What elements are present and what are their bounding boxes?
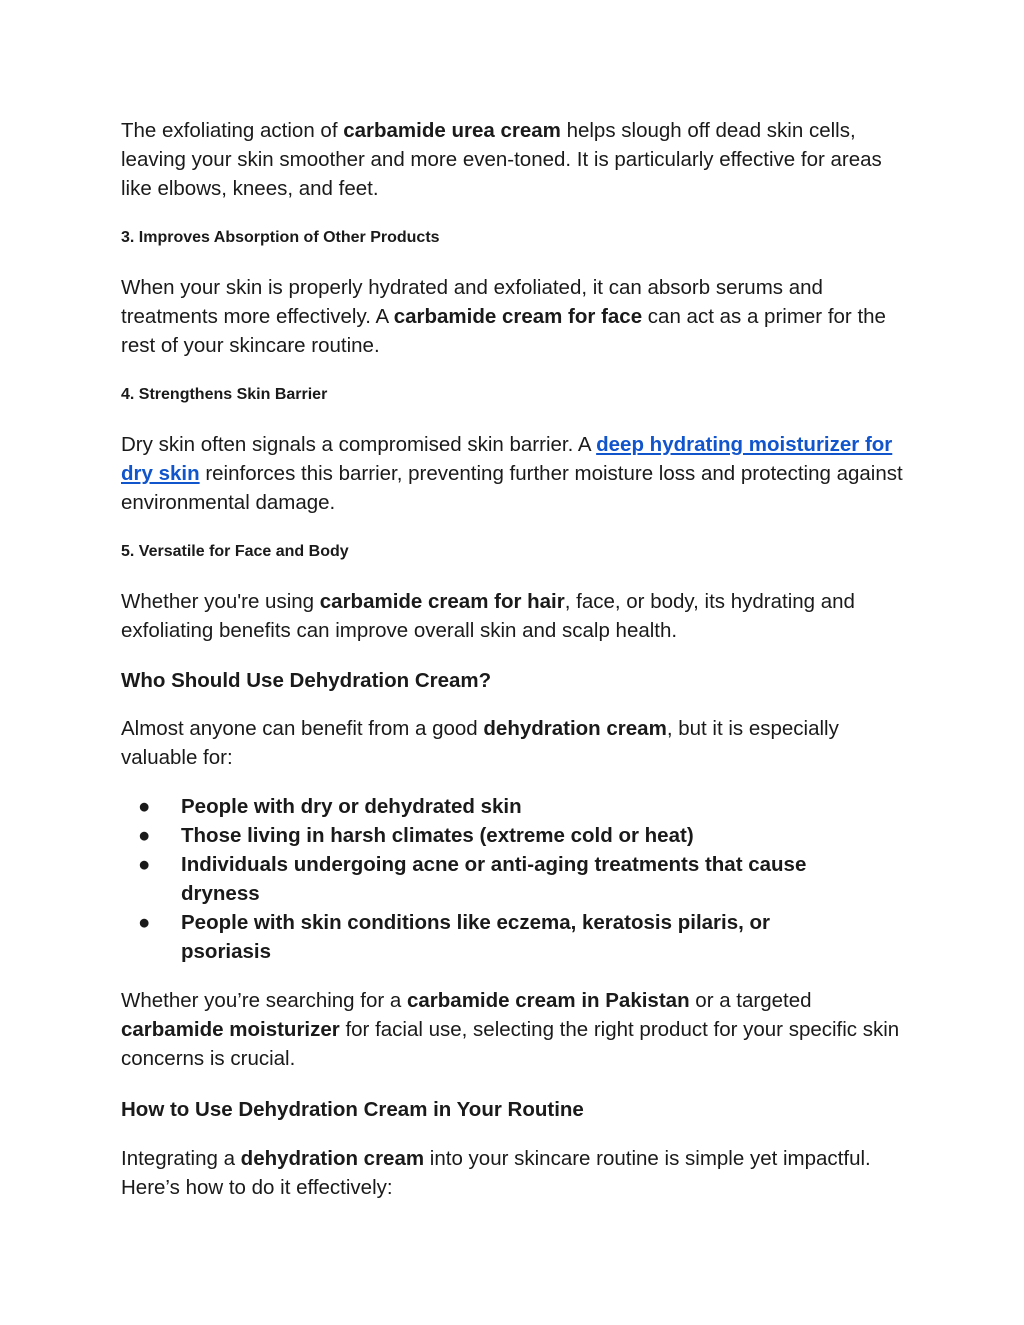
bullet-icon: ● [138, 824, 151, 847]
bullet-icon: ● [138, 911, 151, 934]
bold-text: carbamide cream for face [393, 305, 643, 328]
bullet-list [121, 792, 911, 966]
list-item-text: Individuals undergoing acne or anti-aging treatments that cause dryness [181, 853, 807, 905]
bold-text: carbamide cream in Pakistan [407, 989, 690, 1012]
text: , face, or body, its hydrating and exfoliating benefits can improve overall skin and scalp health. [121, 590, 855, 642]
bold-text: carbamide moisturizer [121, 1018, 340, 1041]
heading-section-4: 4. Strengthens Skin Barrier [121, 386, 328, 403]
text: can act as a primer for the rest of your skincare routine. [121, 305, 886, 357]
paragraph-section-3 [121, 273, 911, 360]
text: Whether you're using [121, 590, 320, 613]
text: Almost anyone can benefit from a good [121, 717, 484, 740]
bullet-icon: ● [138, 795, 151, 818]
text: Whether you’re searching for a [121, 989, 407, 1012]
text: The exfoliating action of [121, 119, 344, 142]
text: into your skincare routine is simple yet impactful. Here’s how to do it effectively: [121, 1147, 871, 1199]
list-item [121, 908, 861, 966]
deep-hydrating-moisturizer-link[interactable]: deep hydrating moisturizer for dry skin [121, 433, 893, 485]
list-item-text: Those living in harsh climates (extreme cold or heat) [181, 824, 694, 847]
document-page [121, 116, 911, 1202]
paragraph-who-should-use [121, 714, 911, 772]
bold-text: dehydration cream [240, 1147, 425, 1170]
text: When your skin is properly hydrated and exfoliated, it can absorb serums and treatments more effectively. A [121, 276, 823, 328]
heading-who-should-use: Who Should Use Dehydration Cream? [121, 669, 492, 692]
paragraph-section-5 [121, 587, 911, 645]
bold-text: carbamide cream for hair [319, 590, 565, 613]
heading-how-to-use: How to Use Dehydration Cream in Your Routine [121, 1098, 584, 1121]
text: Dry skin often signals a compromised skin barrier. A [121, 433, 597, 456]
paragraph-searching [121, 986, 911, 1073]
text: or a targeted [689, 989, 812, 1012]
list-item [121, 850, 861, 908]
heading-section-3: 3. Improves Absorption of Other Products [121, 229, 440, 246]
bold-text: dehydration cream [483, 717, 667, 740]
paragraph-how-to-use [121, 1144, 911, 1202]
list-item [121, 792, 911, 821]
bullet-icon: ● [138, 853, 151, 876]
text: helps slough off dead skin cells, leaving your skin smoother and more even-toned. It is particularly effective for areas like elbows, knees, and feet. [121, 119, 882, 200]
paragraph-exfoliating [121, 116, 911, 203]
bold-text: carbamide urea cream [343, 119, 561, 142]
text: reinforces this barrier, preventing further moisture loss and protecting against environmental damage. [121, 462, 903, 514]
list-item [121, 821, 911, 850]
text: for facial use, selecting the right product for your specific skin concerns is crucial. [121, 1018, 900, 1070]
text: , but it is especially valuable for: [121, 717, 839, 769]
list-item-text: People with dry or dehydrated skin [181, 795, 522, 818]
list-item-text: People with skin conditions like eczema, keratosis pilaris, or psoriasis [181, 911, 771, 963]
text: Integrating a [121, 1147, 241, 1170]
heading-section-5: 5. Versatile for Face and Body [121, 543, 349, 560]
paragraph-section-4 [121, 430, 911, 517]
